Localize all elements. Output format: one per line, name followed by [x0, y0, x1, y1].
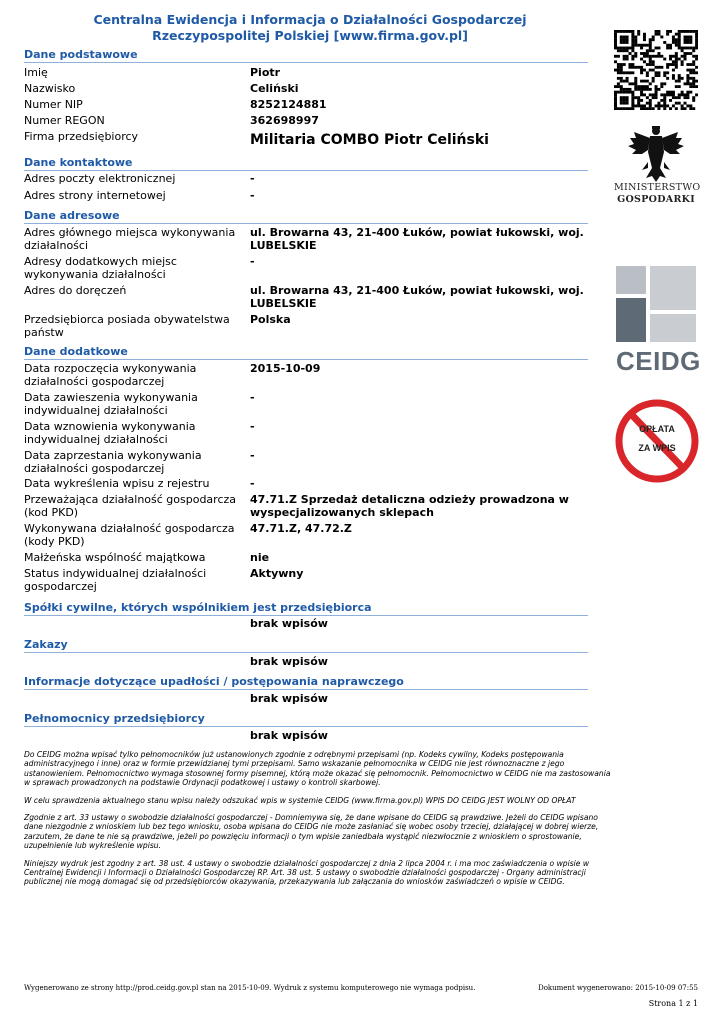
section-dane-kontaktowe: Dane kontaktowe — [24, 156, 588, 171]
label: Nazwisko — [24, 82, 76, 95]
value: - — [250, 189, 255, 202]
section-dane-adresowe: Dane adresowe — [24, 209, 588, 224]
value: - — [250, 391, 255, 404]
value: Militaria COMBO Piotr Celiński — [250, 132, 489, 148]
eagle-icon — [614, 122, 698, 184]
label: Data zawieszenia wykonywania indywidualnej działalności — [24, 391, 198, 417]
value: ul. Browarna 43, 21-400 Łuków, powiat łukowski, woj. LUBELSKIE — [250, 226, 584, 252]
qr-code-icon — [614, 30, 698, 110]
value: 8252124881 — [250, 98, 327, 111]
value: Piotr — [250, 66, 281, 79]
value: - — [250, 255, 255, 268]
ministry-line-1: MINISTERSTWO — [614, 182, 701, 193]
section-pelnomocnicy: Pełnomocnicy przedsiębiorcy — [24, 712, 588, 727]
label: Firma przedsiębiorcy — [24, 130, 139, 143]
value: Polska — [250, 313, 291, 326]
section-zakazy: Zakazy — [24, 638, 588, 653]
spolki-brak-wpisow: brak wpisów — [250, 617, 328, 630]
label: Data zaprzestania wykonywania działalności gospodarczej — [24, 449, 202, 475]
label: Przedsiębiorca posiada obywatelstwa państw — [24, 313, 230, 339]
value: 47.71.Z, 47.72.Z — [250, 522, 352, 535]
value: Celiński — [250, 82, 299, 95]
label: Małżeńska wspólność majątkowa — [24, 551, 206, 564]
label: Adresy dodatkowych miejsc wykonywania działalności — [24, 255, 177, 281]
upadlosc-brak-wpisow: brak wpisów — [250, 692, 328, 705]
section-dane-dodatkowe: Dane dodatkowe — [24, 345, 588, 360]
label: Adres do doręczeń — [24, 284, 127, 297]
ministry-logo — [614, 122, 701, 214]
label: Wykonywana działalność gospodarcza (kody PKD) — [24, 522, 235, 548]
value: 2015-10-09 — [250, 362, 321, 375]
value: nie — [250, 551, 270, 564]
note-sprawdzenie: W celu sprawdzenia aktualnego stanu wpisu należy odszukać wpis w systemie CEIDG (www.firma.gov.pl) WPIS DO CEIDG JEST WOLNY OD OPŁAT — [24, 795, 576, 805]
row-firma — [24, 130, 594, 150]
free-registration-stamp — [612, 396, 702, 486]
section-spolki-cywilne: Spółki cywilne, których wspólnikiem jest przedsiębiorca — [24, 601, 588, 616]
label: Data rozpoczęcia wykonywania działalności gospodarczej — [24, 362, 197, 388]
footer-generated: Wygenerowano ze strony http://prod.ceidg.gov.pl stan na 2015-10-09. Wydruk z systemu komputerowego nie wymaga podpisu. — [24, 984, 476, 992]
value: 47.71.Z Sprzedaż detaliczna odzieży prowadzona w wyspecjalizowanych sklepach — [250, 493, 569, 519]
note-pelnomocnicy: Do CEIDG można wpisać tylko pełnomocników już ustanowionych zgodnie z odrębnymi przepisami (np. Kodeks cywilny, Kodeks postępowania administracyjnego i inne) oraz w formie przewidzianej tymi przepisami. Samo wskazanie pełnomocnika w CEIDG nie jest równoznaczne z jego ustanowieniem. Pełnomocnictwo wymaga stosownej formy pisemnej, którą może okazać się pełnomocnik. Pełnomocnictwo w CEIDG nie ma zastosowania w sprawach prowadzonych na podstawie Ordynacji podatkowej i ustawy o kontroli skarbowej. — [24, 750, 611, 788]
label: Przeważająca działalność gospodarcza (kod PKD) — [24, 493, 237, 519]
section-upadlosc: Informacje dotyczące upadłości / postępowania naprawczego — [24, 675, 588, 690]
value: - — [250, 477, 255, 490]
label: Numer REGON — [24, 114, 105, 127]
ceidg-blocks-icon — [614, 264, 700, 344]
footer-document-date: Dokument wygenerowano: 2015-10-09 07:55 — [538, 984, 698, 992]
document-title — [40, 12, 580, 44]
stamp-line-2: ZA WPIS — [638, 443, 676, 453]
note-art38: Niniejszy wydruk jest zgodny z art. 38 ust. 4 ustawy o swobodzie działalności gospodarczej z dnia 2 lipca 2004 r. i ma moc zaświadczenia o wpisie w Centralnej Ewidencji i Informacji o Działalności Gospodarczej RP. Art. 38 ust. 5 ustawy o swobodzie działalności gospodarczej - Organy administracji publicznej nie mogą domagać się od przedsiębiorców okazywania, przekazywania lub załączania do wniosków zaświadczeń o wpisie w CEIDG. — [24, 858, 590, 887]
title-line-1: Centralna Ewidencja i Informacja o Działalności Gospodarczej — [93, 12, 527, 27]
note-art33: Zgodnie z art. 33 ustawy o swobodzie działalności gospodarczej - Domniemywa się, że dane wpisane do CEIDG są prawdziwe. Jeżeli do CEIDG wpisano dane niezgodnie z wnioskiem lub bez tego wniosku, osoba wpisana do CEIDG nie może zasłaniać się wobec osoby trzeciej, działającej w dobrej wierze, zarzutem, że dane te nie są prawdziwe, jeżeli po powzięciu informacji o tym wpisie zaniedbała wystąpić niezwłocznie z wnioskiem o sprostowanie, uzupełnienie lub wykreślenie wpisu. — [24, 813, 599, 851]
label: Imię — [24, 66, 48, 79]
ministry-line-2: GOSPODARKI — [617, 194, 695, 205]
ceidg-logo — [614, 264, 700, 380]
pelnomocnicy-brak-wpisow: brak wpisów — [250, 729, 328, 742]
label: Status indywidualnej działalności gospodarczej — [24, 567, 207, 593]
label: Adres poczty elektronicznej — [24, 172, 176, 185]
legal-notes — [24, 750, 614, 895]
label: Data wznowienia wykonywania indywidualnej działalności — [24, 420, 196, 446]
label: Adres strony internetowej — [24, 189, 166, 202]
label: Adres głównego miejsca wykonywania działalności — [24, 226, 236, 252]
value: Aktywny — [250, 567, 304, 580]
value: 362698997 — [250, 114, 319, 127]
label: Numer NIP — [24, 98, 83, 111]
label: Data wykreślenia wpisu z rejestru — [24, 477, 210, 490]
title-line-2: Rzeczypospolitej Polskiej [www.firma.gov.pl] — [152, 28, 468, 43]
value: ul. Browarna 43, 21-400 Łuków, powiat łukowski, woj. LUBELSKIE — [250, 284, 584, 310]
zakazy-brak-wpisow: brak wpisów — [250, 655, 328, 668]
value: - — [250, 420, 255, 433]
ceidg-wordmark: CEIDG — [616, 346, 701, 376]
stamp-line-1: OPŁATA — [639, 424, 675, 434]
no-fee-icon — [612, 396, 702, 486]
footer-page-number: Strona 1 z 1 — [648, 999, 698, 1008]
value: - — [250, 172, 255, 185]
section-dane-podstawowe: Dane podstawowe — [24, 48, 588, 63]
value: - — [250, 449, 255, 462]
